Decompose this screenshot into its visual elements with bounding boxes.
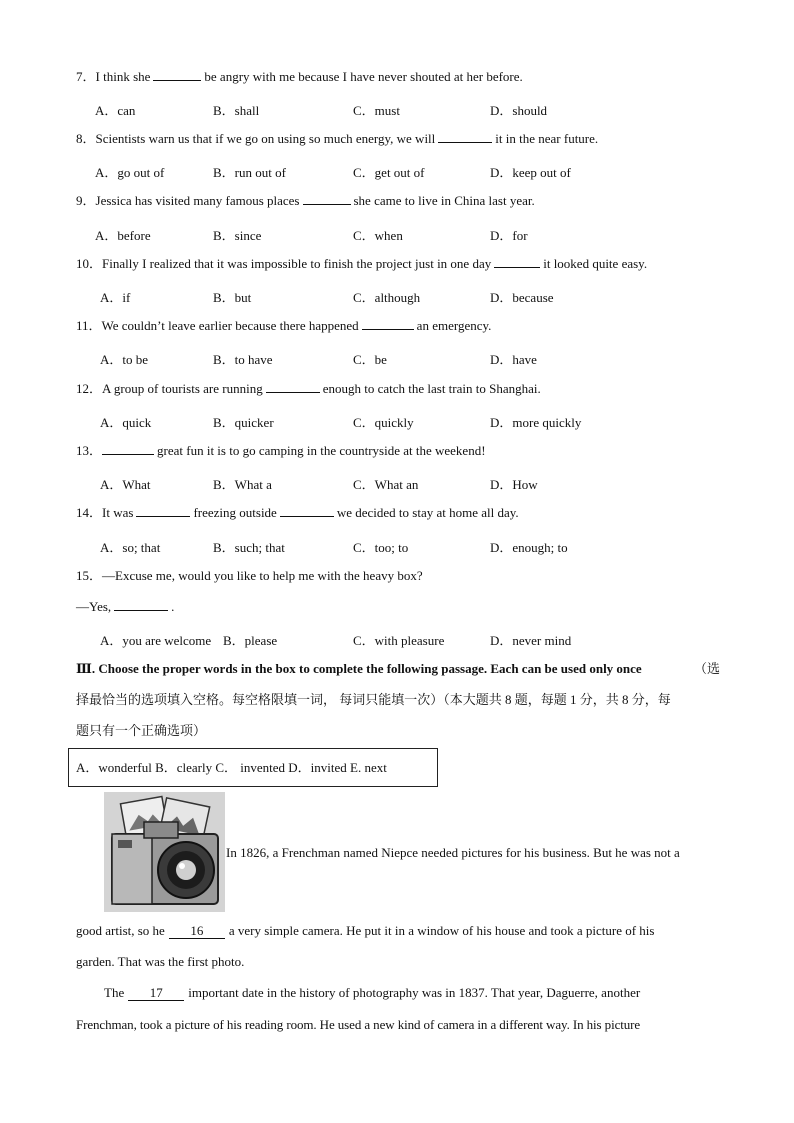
question-number: 14． (76, 505, 103, 520)
blank-17[interactable]: 17 (128, 986, 184, 1001)
answer-blank[interactable] (362, 318, 414, 330)
options-12 (100, 412, 660, 428)
passage-text: a very simple camera. He put it in a window of his house and took a picture of his (228, 923, 655, 938)
option-d[interactable]: D．have (490, 352, 537, 367)
options-8 (95, 162, 655, 178)
question-number: 7． (76, 69, 96, 84)
option-c[interactable]: C．What an (353, 477, 419, 492)
question-text: I think she (95, 69, 151, 84)
option-b[interactable]: B．to have (213, 352, 273, 367)
answer-blank[interactable] (153, 69, 201, 81)
option-b[interactable]: B．such; that (213, 540, 285, 555)
option-d[interactable]: D．How (490, 477, 538, 492)
word-box-text: A．wonderful B．clearly C． invented D．invited E. next (76, 760, 387, 775)
option-c[interactable]: C．get out of (353, 165, 425, 180)
options-13 (100, 474, 660, 490)
question-number: 8． (76, 131, 96, 146)
option-b[interactable]: B．quicker (213, 415, 274, 430)
section-3-line-1 (76, 653, 720, 684)
passage-text: good artist, so he (76, 923, 165, 938)
option-c[interactable]: C．must (353, 103, 400, 118)
options-15 (100, 630, 660, 646)
option-d[interactable]: D．because (490, 290, 554, 305)
option-c[interactable]: C．although (353, 290, 421, 305)
answer-blank[interactable] (102, 443, 154, 455)
option-a[interactable]: A．can (95, 103, 136, 118)
option-c[interactable]: C．when (353, 228, 403, 243)
option-b[interactable]: B．What a (213, 477, 272, 492)
option-c[interactable]: C．too; to (353, 540, 409, 555)
question-text: —Excuse me, would you like to help me with the heavy box? (102, 568, 423, 583)
section-3-cn-1: （选 (693, 661, 720, 676)
option-a[interactable]: A．to be (100, 352, 149, 367)
question-number: 10． (76, 256, 103, 271)
passage-line-2 (76, 923, 720, 939)
options-7 (95, 100, 655, 116)
question-9 (76, 193, 736, 209)
section-3-cn-2: 择最恰当的选项填入空格。每空格限填一词， 每词只能填一次）（本大题共 8 题，每题 1 分，共 8 分，每 (76, 692, 671, 707)
option-b[interactable]: B．run out of (213, 165, 286, 180)
question-15-reply (76, 599, 736, 615)
passage-line-5: Frenchman, took a picture of his reading room. He used a new kind of camera in a different way. In his picture (76, 1017, 641, 1032)
option-d[interactable]: D．enough; to (490, 540, 568, 555)
option-a[interactable]: A．quick (100, 415, 152, 430)
passage-line-3: garden. That was the first photo. (76, 954, 245, 969)
question-text: enough to catch the last train to Shanghai. (322, 381, 541, 396)
option-c[interactable]: C．quickly (353, 415, 414, 430)
section-3-title: Ⅲ. Choose the proper words in the box to complete the following passage. Each can be used only once (76, 661, 642, 676)
question-text: Finally I realized that it was impossible to finish the project just in one day (102, 256, 492, 271)
question-text: It was (102, 505, 134, 520)
options-10 (100, 287, 660, 303)
options-9 (95, 225, 655, 241)
word-box (68, 748, 438, 787)
section-3-cn-3: 题只有一个正确选项） (76, 723, 207, 738)
answer-blank[interactable] (280, 505, 334, 517)
answer-blank[interactable] (114, 599, 168, 611)
answer-blank[interactable] (494, 256, 540, 268)
passage-text: The (104, 985, 125, 1000)
option-d[interactable]: D．keep out of (490, 165, 571, 180)
question-text: freezing outside (193, 505, 277, 520)
question-text: A group of tourists are running (102, 381, 263, 396)
question-number: 15． (76, 568, 103, 583)
answer-blank[interactable] (136, 505, 190, 517)
question-7 (76, 69, 736, 85)
question-text: great fun it is to go camping in the countryside at the weekend! (157, 443, 486, 458)
camera-icon (104, 792, 225, 912)
passage-line-4 (104, 985, 720, 1001)
question-number: 9． (76, 193, 96, 208)
question-text: an emergency. (416, 318, 492, 333)
option-b[interactable]: B．please (223, 633, 278, 648)
option-a[interactable]: A．you are welcome (100, 633, 212, 648)
question-text: Scientists warn us that if we go on using so much energy, we will (95, 131, 436, 146)
camera-illustration (104, 792, 225, 912)
question-text: it in the near future. (495, 131, 599, 146)
passage-line-1: In 1826, a Frenchman named Niepce needed pictures for his business. But he was not a (226, 845, 680, 860)
option-c[interactable]: C．be (353, 352, 387, 367)
option-d[interactable]: D．more quickly (490, 415, 582, 430)
passage-text: important date in the history of photography was in 1837. That year, Daguerre, another (188, 985, 641, 1000)
question-11 (76, 318, 736, 334)
question-number: 12． (76, 381, 103, 396)
option-c[interactable]: C．with pleasure (353, 633, 445, 648)
period: . (171, 599, 175, 614)
option-d[interactable]: D．for (490, 228, 528, 243)
option-d[interactable]: D．should (490, 103, 548, 118)
question-text: she came to live in China last year. (353, 193, 535, 208)
reply-text: —Yes, (76, 599, 112, 614)
blank-16[interactable]: 16 (169, 924, 225, 939)
option-b[interactable]: B．but (213, 290, 252, 305)
question-number: 13． (76, 443, 103, 458)
question-text: We couldn’t leave earlier because there happened (101, 318, 359, 333)
option-a[interactable]: A．What (100, 477, 151, 492)
answer-blank[interactable] (266, 381, 320, 393)
option-a[interactable]: A．if (100, 290, 131, 305)
question-12 (76, 381, 736, 397)
options-14 (100, 537, 660, 553)
question-text: we decided to stay at home all day. (336, 505, 519, 520)
option-b[interactable]: B．since (213, 228, 262, 243)
question-14 (76, 505, 736, 521)
question-10 (76, 256, 736, 272)
option-d[interactable]: D．never mind (490, 633, 572, 648)
answer-blank[interactable] (438, 131, 492, 143)
question-8 (76, 131, 736, 147)
question-15 (76, 568, 736, 584)
question-text: Jessica has visited many famous places (95, 193, 300, 208)
question-13 (76, 443, 736, 459)
options-11 (100, 349, 660, 365)
question-text: it looked quite easy. (543, 256, 648, 271)
section-3-instructions (76, 653, 720, 746)
option-a[interactable]: A．so; that (100, 540, 161, 555)
question-number: 11． (76, 318, 102, 333)
answer-blank[interactable] (303, 193, 351, 205)
question-text: be angry with me because I have never shouted at her before. (204, 69, 523, 84)
option-a[interactable]: A．before (95, 228, 151, 243)
option-b[interactable]: B．shall (213, 103, 260, 118)
option-a[interactable]: A．go out of (95, 165, 165, 180)
